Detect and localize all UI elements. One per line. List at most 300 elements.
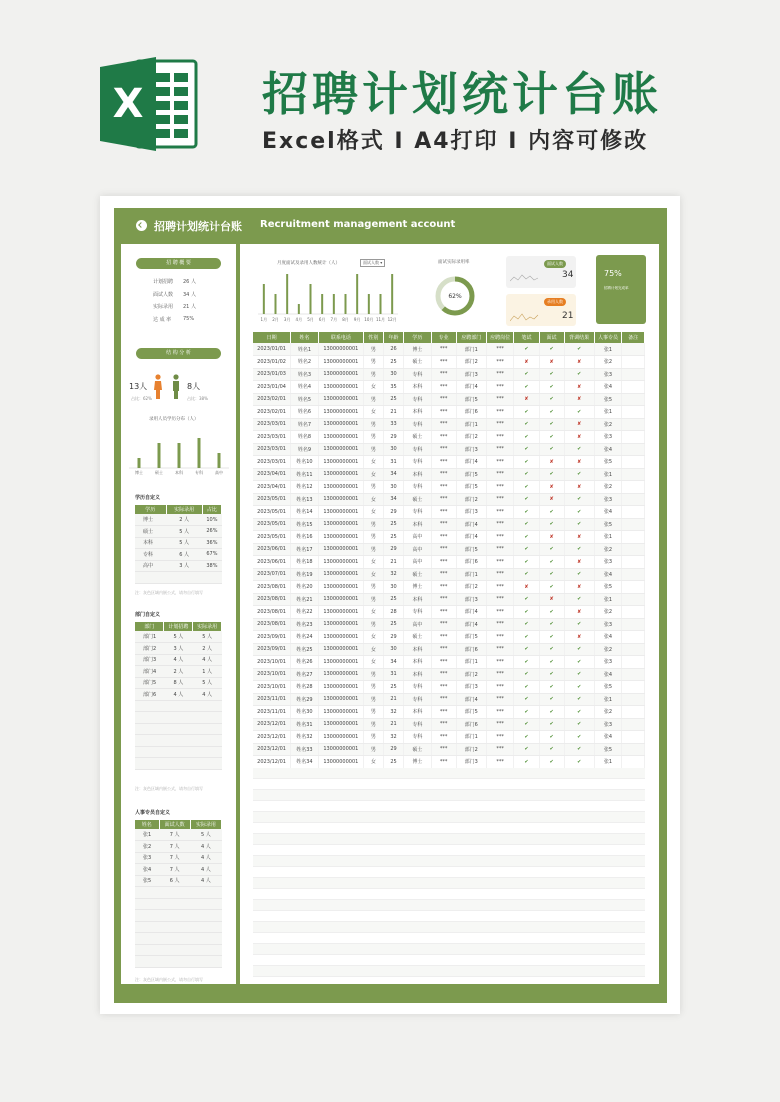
empty-row	[253, 823, 645, 834]
sheet-title-en: Recruitment management account	[260, 219, 456, 230]
table-cell: ***	[431, 443, 456, 456]
table-cell: ✘	[564, 393, 594, 406]
empty-cell	[135, 746, 164, 758]
table-cell: 张1	[135, 829, 159, 841]
month-bar	[298, 304, 300, 314]
month-bar	[391, 274, 393, 314]
table-cell: ***	[431, 368, 456, 381]
table-cell: 硕士	[404, 743, 432, 756]
table-cell: 2023/01/02	[253, 356, 291, 369]
table-row	[135, 864, 222, 876]
table-cell: 2023/12/01	[253, 743, 291, 756]
edu-bar-chart	[129, 424, 229, 476]
table-header: 占比	[202, 505, 221, 514]
male-pct: 占比：62%	[131, 396, 152, 401]
table-row	[253, 468, 645, 481]
table-cell: 女	[363, 756, 383, 769]
table-cell: 2023/03/01	[253, 456, 291, 469]
table-cell: 女	[363, 456, 383, 469]
empty-cell	[135, 887, 159, 899]
table-cell	[622, 581, 645, 594]
table-cell: 张5	[594, 681, 622, 694]
table-cell: 4 人	[190, 875, 221, 887]
empty-cell	[190, 910, 221, 922]
table-header: 笔试	[514, 332, 539, 343]
table-cell: 2023/05/01	[253, 506, 291, 519]
table-cell: 张3	[594, 493, 622, 506]
table-row	[253, 481, 645, 494]
table-cell: ***	[486, 668, 514, 681]
table-cell: 部门6	[456, 643, 486, 656]
table-cell: 男	[363, 731, 383, 744]
table-cell: 部门5	[456, 706, 486, 719]
empty-row	[253, 878, 645, 889]
table-cell: ✘	[539, 356, 564, 369]
month-bar	[333, 294, 335, 314]
table-cell: 专科	[404, 481, 432, 494]
empty-cell	[166, 572, 202, 584]
month-bar	[345, 294, 347, 314]
table-cell: 姓名6	[291, 406, 319, 419]
table-cell: 2023/08/01	[253, 593, 291, 606]
table-cell: 2023/09/01	[253, 643, 291, 656]
table-cell: 13000000001	[318, 593, 363, 606]
table-cell: 张1	[594, 406, 622, 419]
empty-cell	[164, 700, 193, 712]
table-cell	[622, 356, 645, 369]
table-cell: 31	[383, 456, 403, 469]
table-cell: 13000000001	[318, 731, 363, 744]
table-cell	[622, 393, 645, 406]
table-cell: ✔	[564, 668, 594, 681]
table-cell: 部门4	[456, 518, 486, 531]
empty-cell	[190, 944, 221, 956]
table-cell: 姓名7	[291, 418, 319, 431]
table-cell: ***	[486, 681, 514, 694]
table-cell: ***	[486, 418, 514, 431]
month-tick-label: 5月	[307, 317, 314, 322]
table-cell: 38%	[202, 560, 221, 572]
table-row	[253, 643, 645, 656]
table-cell: 本科	[404, 468, 432, 481]
table-cell: ***	[486, 506, 514, 519]
month-tick-label: 7月	[330, 317, 338, 322]
table-cell: 2023/02/01	[253, 393, 291, 406]
table-cell: ✔	[539, 718, 564, 731]
table-cell: ✔	[514, 543, 539, 556]
table-cell	[622, 543, 645, 556]
table-cell: 4 人	[190, 852, 221, 864]
table-cell: 部门3	[456, 443, 486, 456]
table-row	[253, 681, 645, 694]
table-cell: 29	[383, 631, 403, 644]
table-row	[135, 560, 222, 572]
table-cell: 部门5	[456, 543, 486, 556]
table-row	[135, 666, 222, 678]
table-cell: ***	[431, 468, 456, 481]
table-cell: ***	[486, 656, 514, 669]
female-count: 8人	[187, 382, 201, 391]
empty-row	[253, 922, 645, 933]
empty-row	[253, 790, 645, 801]
table-cell: 30	[383, 368, 403, 381]
table-cell: 张3	[594, 368, 622, 381]
table-cell: 33	[383, 418, 403, 431]
table-cell	[622, 631, 645, 644]
table-cell: ***	[486, 343, 514, 356]
hr-note: 注：灰色区域内嵌公式，请勿自行填写	[135, 977, 203, 982]
table-cell: ✔	[514, 631, 539, 644]
table-cell: 部门2	[456, 493, 486, 506]
table-cell: 2023/06/01	[253, 556, 291, 569]
table-cell: 女	[363, 631, 383, 644]
table-row	[253, 631, 645, 644]
empty-cell	[193, 700, 222, 712]
table-cell: ✔	[514, 368, 539, 381]
table-row	[135, 875, 222, 887]
edu-table-title: 学历自定义	[135, 495, 161, 501]
table-cell: 2023/12/01	[253, 731, 291, 744]
empty-cell	[159, 898, 190, 910]
table-cell: 部门3	[456, 681, 486, 694]
table-cell: 姓名24	[291, 631, 319, 644]
edu-tick-label: 博士	[135, 470, 143, 475]
table-cell: 男	[363, 443, 383, 456]
table-cell: 25	[383, 531, 403, 544]
table-row	[253, 706, 645, 719]
table-cell: ***	[431, 356, 456, 369]
table-cell	[622, 656, 645, 669]
table-cell: 10%	[202, 514, 221, 526]
table-cell: 姓名10	[291, 456, 319, 469]
table-cell: 13000000001	[318, 606, 363, 619]
overview-key: 实际录用	[153, 304, 174, 310]
table-cell: ✔	[564, 443, 594, 456]
table-header: 实际录用	[166, 505, 202, 514]
table-cell: 2023/05/01	[253, 518, 291, 531]
empty-cell	[164, 758, 193, 770]
table-cell: 2023/10/01	[253, 656, 291, 669]
empty-row	[135, 758, 222, 770]
table-cell	[622, 506, 645, 519]
table-cell: ✘	[564, 456, 594, 469]
table-cell: ***	[486, 481, 514, 494]
table-cell: 2023/04/01	[253, 481, 291, 494]
table-cell: ✔	[514, 468, 539, 481]
table-cell: 硕士	[404, 356, 432, 369]
table-cell: 部门6	[135, 689, 164, 701]
table-cell: 13000000001	[318, 631, 363, 644]
empty-row	[253, 966, 645, 977]
table-cell: 张3	[135, 852, 159, 864]
table-cell: 32	[383, 731, 403, 744]
empty-cell	[164, 735, 193, 747]
table-cell	[622, 493, 645, 506]
table-cell: 3 人	[164, 643, 193, 655]
month-tick-label: 8月	[342, 317, 349, 322]
table-cell: 女	[363, 656, 383, 669]
table-cell	[622, 743, 645, 756]
table-cell: ***	[431, 693, 456, 706]
empty-cell	[190, 887, 221, 899]
table-cell: 13000000001	[318, 568, 363, 581]
table-header: 专业	[431, 332, 456, 343]
table-header: 备注	[622, 332, 645, 343]
table-cell: ✔	[539, 468, 564, 481]
month-tick-label: 2月	[272, 317, 279, 322]
table-cell: 部门4	[456, 531, 486, 544]
table-row	[135, 654, 222, 666]
table-cell: ***	[486, 718, 514, 731]
table-cell: 2 人	[166, 514, 202, 526]
table-cell	[622, 418, 645, 431]
table-cell	[622, 568, 645, 581]
empty-cell	[159, 910, 190, 922]
table-cell: 部门1	[456, 343, 486, 356]
table-row	[253, 518, 645, 531]
donut-value: 62%	[448, 293, 462, 300]
table-cell: 姓名30	[291, 706, 319, 719]
table-cell: 30	[383, 581, 403, 594]
table-cell: 13000000001	[318, 693, 363, 706]
table-cell: 7 人	[159, 864, 190, 876]
table-cell: 2023/10/01	[253, 681, 291, 694]
rate-value: 75%	[604, 269, 622, 278]
table-cell: ✔	[514, 643, 539, 656]
female-pct: 占比：38%	[187, 396, 208, 401]
empty-row	[135, 910, 222, 922]
table-row	[253, 381, 645, 394]
table-cell: 姓名28	[291, 681, 319, 694]
table-cell: ***	[431, 381, 456, 394]
table-cell: 张3	[594, 718, 622, 731]
page-subtitle: Excel格式 I A4打印 I 内容可修改	[262, 129, 649, 154]
table-cell: 男	[363, 706, 383, 719]
table-cell	[622, 693, 645, 706]
male-count: 13人	[129, 382, 148, 391]
table-row	[253, 506, 645, 519]
table-cell: ✔	[514, 718, 539, 731]
table-cell: 张4	[135, 864, 159, 876]
table-cell: 13000000001	[318, 456, 363, 469]
table-cell: ✘	[564, 356, 594, 369]
edu-tick-label: 高中	[215, 470, 223, 475]
table-cell: ✘	[564, 381, 594, 394]
table-cell: ***	[486, 431, 514, 444]
table-header: 日期	[253, 332, 291, 343]
table-cell: 张2	[594, 606, 622, 619]
table-cell: 7 人	[159, 852, 190, 864]
table-cell: 男	[363, 481, 383, 494]
empty-row	[135, 723, 222, 735]
table-cell: ***	[486, 493, 514, 506]
table-cell: ✔	[539, 731, 564, 744]
table-cell: 5 人	[190, 829, 221, 841]
table-cell: 姓名3	[291, 368, 319, 381]
table-cell: 13000000001	[318, 668, 363, 681]
table-cell: ✘	[514, 581, 539, 594]
table-cell: 男	[363, 618, 383, 631]
donut-title: 面试实际录用率	[438, 260, 470, 265]
table-cell: 30	[383, 481, 403, 494]
empty-cell	[193, 746, 222, 758]
table-cell: 博士	[404, 343, 432, 356]
table-cell: 13000000001	[318, 706, 363, 719]
table-cell: 专科	[404, 443, 432, 456]
table-cell: 部门4	[456, 606, 486, 619]
table-cell: ***	[431, 531, 456, 544]
rate-label: 招聘计划完成率	[604, 286, 629, 290]
table-cell: ***	[431, 493, 456, 506]
table-cell: 张3	[594, 431, 622, 444]
table-cell: 张1	[594, 756, 622, 769]
interview-card	[506, 256, 576, 288]
table-cell: 女	[363, 506, 383, 519]
empty-cell	[135, 956, 159, 968]
empty-row	[253, 768, 645, 779]
table-cell: ***	[486, 593, 514, 606]
empty-cell	[190, 933, 221, 945]
table-cell: 高中	[404, 543, 432, 556]
table-cell: 13000000001	[318, 443, 363, 456]
table-cell: 2023/04/01	[253, 468, 291, 481]
table-cell: 部门6	[456, 406, 486, 419]
empty-cell	[164, 712, 193, 724]
table-cell: ✔	[539, 631, 564, 644]
table-cell: ***	[486, 468, 514, 481]
table-cell: 本科	[404, 668, 432, 681]
table-cell: 博士	[135, 514, 166, 526]
table-cell: 25	[383, 756, 403, 769]
table-cell: ***	[486, 743, 514, 756]
table-row	[253, 456, 645, 469]
table-cell: 姓名26	[291, 656, 319, 669]
table-cell: 男	[363, 743, 383, 756]
table-cell: 2023/01/01	[253, 343, 291, 356]
table-cell: 26%	[202, 526, 221, 538]
table-cell: 张3	[594, 656, 622, 669]
table-cell: ✔	[514, 756, 539, 769]
table-cell: 张5	[135, 875, 159, 887]
table-cell: 13000000001	[318, 381, 363, 394]
table-cell: ***	[431, 718, 456, 731]
table-cell: 2023/09/01	[253, 631, 291, 644]
table-cell: 张1	[594, 343, 622, 356]
table-cell: ✔	[564, 493, 594, 506]
table-header: 计划招聘	[164, 622, 193, 631]
table-cell: 13000000001	[318, 681, 363, 694]
edu-bar	[198, 438, 201, 468]
table-cell: 张2	[135, 841, 159, 853]
table-cell: 32	[383, 568, 403, 581]
table-cell: 姓名9	[291, 443, 319, 456]
table-cell: 2023/08/01	[253, 606, 291, 619]
interview-label: 面试人数	[544, 260, 566, 268]
table-cell: 张4	[594, 568, 622, 581]
table-cell: 姓名11	[291, 468, 319, 481]
table-cell	[622, 531, 645, 544]
table-cell: ✘	[539, 593, 564, 606]
table-cell: 34	[383, 468, 403, 481]
table-header: 面试	[539, 332, 564, 343]
hr-table	[135, 820, 222, 968]
table-cell: 本科	[404, 518, 432, 531]
table-cell: ***	[486, 518, 514, 531]
table-cell: 4 人	[193, 689, 222, 701]
empty-row	[135, 700, 222, 712]
back-icon[interactable]	[136, 220, 147, 231]
table-cell: 张4	[594, 381, 622, 394]
table-cell: 36%	[202, 537, 221, 549]
table-cell: ✔	[539, 643, 564, 656]
table-cell: 硕士	[404, 431, 432, 444]
table-cell	[622, 718, 645, 731]
table-cell: 张4	[594, 731, 622, 744]
table-row	[253, 756, 645, 769]
table-cell: ***	[431, 506, 456, 519]
table-cell: ✔	[514, 556, 539, 569]
recruitment-table	[253, 332, 645, 769]
table-cell: ✔	[539, 756, 564, 769]
table-cell: 5 人	[166, 537, 202, 549]
table-cell: ✘	[564, 481, 594, 494]
table-cell: ✔	[564, 368, 594, 381]
table-cell: 2023/11/01	[253, 706, 291, 719]
table-row	[253, 443, 645, 456]
table-cell	[622, 406, 645, 419]
table-cell: ***	[486, 581, 514, 594]
table-cell: 姓名12	[291, 481, 319, 494]
table-cell: ✔	[564, 468, 594, 481]
table-cell: ✘	[564, 581, 594, 594]
table-cell: 部门5	[456, 468, 486, 481]
table-cell: ***	[431, 668, 456, 681]
table-cell: ✘	[564, 531, 594, 544]
table-cell: 部门4	[456, 456, 486, 469]
overview-value: 34 人	[183, 291, 196, 298]
edu-note: 注：灰色区域内嵌公式，请勿自行填写	[135, 590, 203, 595]
table-cell: ✔	[514, 743, 539, 756]
sheet-title-cn: 招聘计划统计台账	[154, 220, 242, 233]
table-cell: ✔	[564, 343, 594, 356]
table-cell: 硕士	[404, 493, 432, 506]
table-cell: ***	[486, 381, 514, 394]
month-bar	[368, 294, 370, 314]
table-cell	[622, 556, 645, 569]
table-cell: 部门1	[135, 631, 164, 643]
edu-tick-label: 专科	[195, 470, 203, 475]
table-cell: ✘	[564, 556, 594, 569]
table-cell: 部门6	[456, 718, 486, 731]
table-cell: ✔	[564, 518, 594, 531]
table-cell: 2 人	[193, 643, 222, 655]
table-cell: ***	[431, 406, 456, 419]
table-cell: 13000000001	[318, 356, 363, 369]
table-cell: 13000000001	[318, 343, 363, 356]
table-cell: 13000000001	[318, 556, 363, 569]
table-cell: 25	[383, 618, 403, 631]
table-cell: 部门1	[456, 568, 486, 581]
month-chart-select[interactable]: 面试人数 ▾	[360, 259, 385, 267]
table-cell: ***	[486, 731, 514, 744]
table-cell: ***	[486, 706, 514, 719]
table-cell: 张5	[594, 518, 622, 531]
empty-row	[135, 572, 222, 584]
table-row	[253, 531, 645, 544]
empty-row	[253, 812, 645, 823]
table-cell: 7 人	[159, 829, 190, 841]
table-cell: ***	[431, 681, 456, 694]
